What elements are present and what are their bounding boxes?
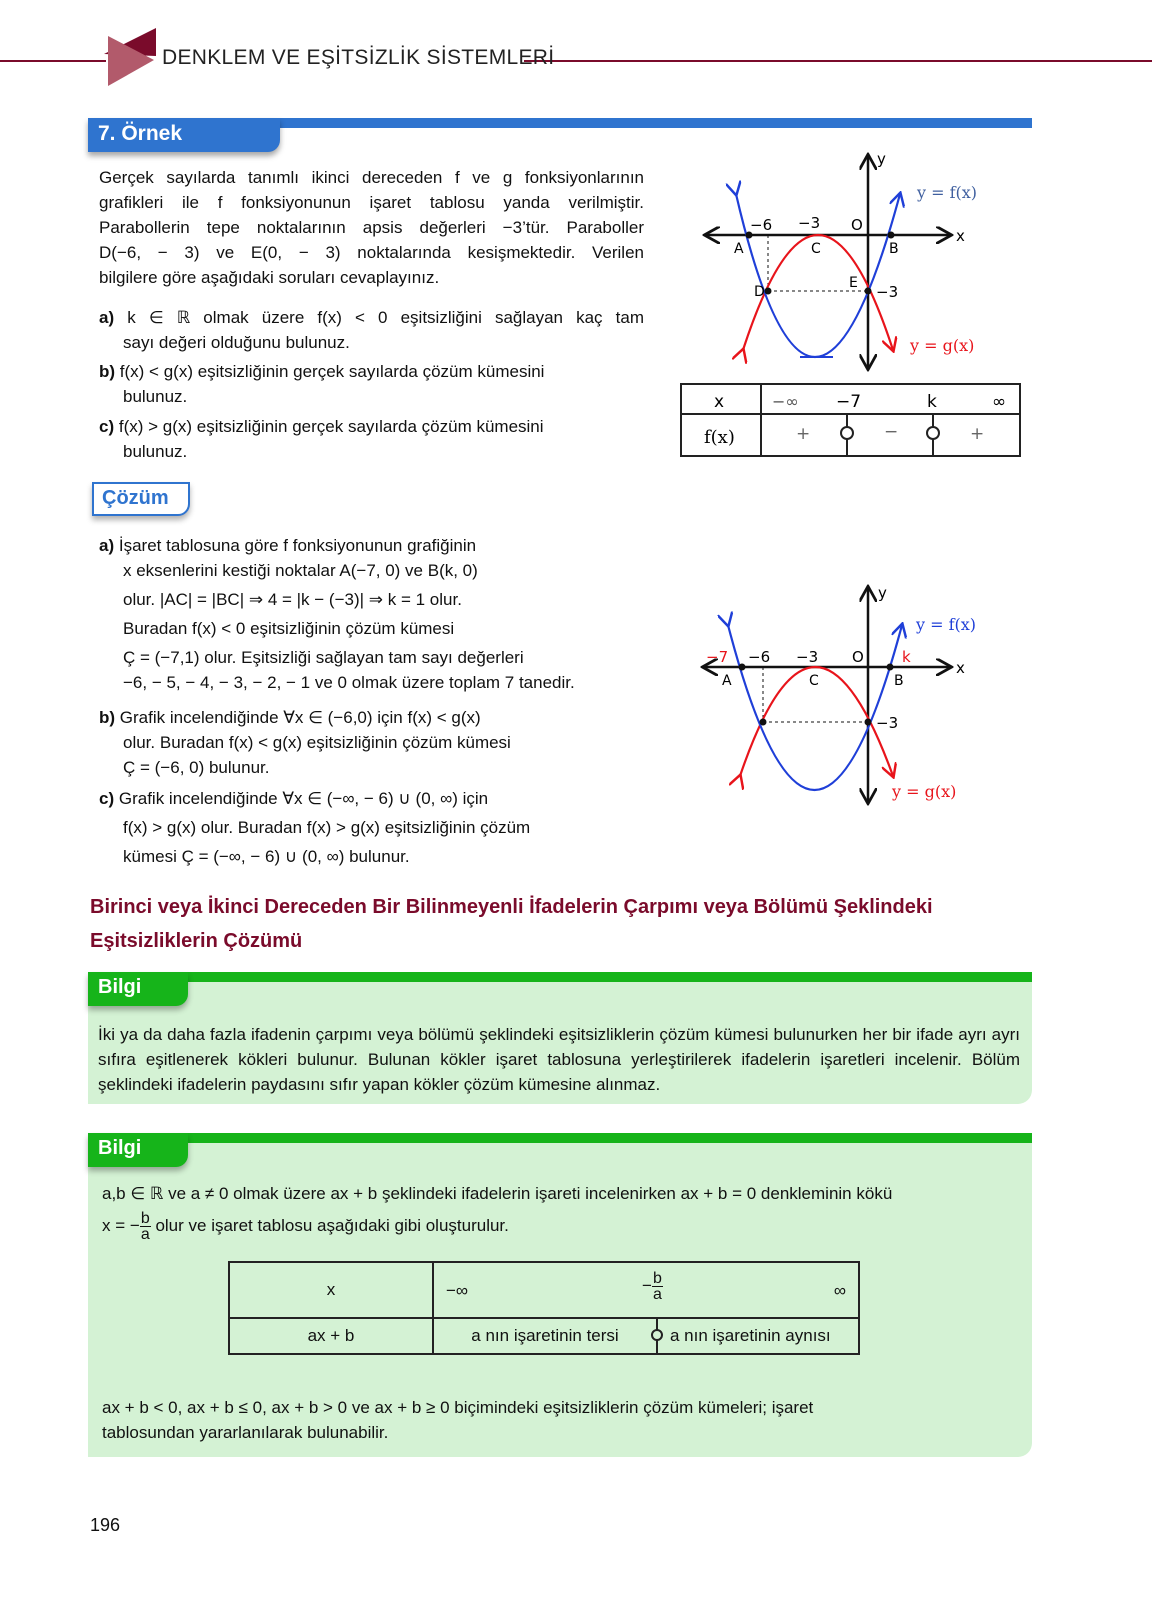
g-curve-label: y = g(x) [910, 336, 975, 355]
solution-text: x eksenlerini kestiği noktalar A(−7, 0) ve B(k, 0) [123, 561, 478, 580]
question-text: k ∈ ℝ olmak üzere f(x) < 0 eşitsizliğini sağlayan kaç tam [127, 308, 644, 327]
point-label-b: B [889, 241, 899, 257]
sign: + [796, 424, 811, 444]
header-rule-left [0, 60, 106, 62]
root-sign: − [642, 1275, 652, 1295]
root-numerator: b [652, 1270, 662, 1287]
example-label: 7. Örnek [88, 118, 280, 152]
tick-label-neg3: −3 [796, 648, 819, 666]
intro-line: D(−6, − 3) ve E(0, − 3) noktalarında kesişmektedir. Verilen [99, 243, 644, 262]
x-value: −7 [836, 392, 862, 412]
info-label: Bilgi [88, 1133, 188, 1167]
tick-label-neg6: −6 [750, 216, 773, 234]
table-signs [433, 1318, 859, 1354]
example-graph [680, 140, 1040, 380]
x-value: ∞ [992, 392, 1007, 412]
x-value: −∞ [772, 392, 799, 411]
question-text: f(x) < g(x) eşitsizliğinin gerçek sayılarda çözüm kümesini [119, 362, 545, 381]
point-d [765, 288, 772, 295]
info-footer-line: ax + b < 0, ax + b ≤ 0, ax + b > 0 ve ax + b ≥ 0 biçimindeki eşitsizliklerin çözüm kümeleri; işaret [102, 1398, 814, 1417]
solution-text: Grafik incelendiğinde ∀x ∈ (−∞, − 6) ∪ (0, ∞) için [118, 789, 489, 808]
question-c [99, 414, 644, 464]
x-axis-label: x [956, 659, 965, 677]
y-axis-label: y [877, 150, 886, 168]
sign-table-row2-label: f(x) [704, 427, 735, 448]
root-prefix: x = − [102, 1215, 140, 1235]
solution-text: İşaret tablosuna göre f fonksiyonunun grafiğinin [118, 536, 477, 555]
solution-text: olur. |AC| = |BC| ⇒ 4 = |k − (−3)| ⇒ k = 1 olur. [123, 590, 462, 609]
origin-label: O [852, 648, 864, 666]
tick-label-neg6: −6 [748, 648, 771, 666]
point-label-a: A [722, 673, 732, 689]
point-label-d: D [754, 284, 765, 300]
question-text: bulunuz. [123, 442, 188, 461]
neg-infinity: −∞ [446, 1281, 469, 1300]
point-e [865, 719, 872, 726]
f-curve-label: y = f(x) [917, 183, 978, 202]
table-x-values [433, 1262, 859, 1318]
root-fraction [140, 1211, 151, 1242]
x-axis-label: x [956, 227, 965, 245]
y-tick-label-neg3: −3 [876, 714, 899, 732]
point-label-b: B [894, 673, 904, 689]
point-d [760, 719, 767, 726]
fraction-numerator: b [140, 1210, 150, 1227]
point-a [739, 664, 746, 671]
solution-part-label: c) [99, 789, 115, 808]
sign: − [884, 422, 899, 442]
y-tick-label-neg3: −3 [876, 283, 899, 301]
fraction-denominator: a [140, 1226, 150, 1243]
point-label-c: C [809, 673, 819, 689]
intro-line: bilgilere göre aşağıdaki soruları cevaplayınız. [99, 268, 440, 287]
info-line-2 [102, 1211, 509, 1242]
intro-line: Parabollerin tepe noktalarının apsis değerleri −3’tür. Paraboller [99, 218, 644, 237]
solution-text: −6, − 5, − 4, − 3, − 2, − 1 ve 0 olmak üzere toplam 7 tanedir. [123, 673, 575, 692]
y-axis-label: y [878, 584, 887, 602]
root-divider [656, 1319, 658, 1353]
origin-label: O [851, 216, 863, 234]
f-curve-label: y = f(x) [916, 615, 977, 634]
solution-a [99, 533, 659, 695]
header-triangle-icon [104, 26, 160, 88]
left-sign: a nın işaretinin tersi [471, 1326, 619, 1345]
intro-line: grafikleri ile f fonksiyonunun işaret tablosu yanda verilmiştir. [99, 193, 644, 212]
sign: + [970, 424, 985, 444]
solution-label: Çözüm [92, 482, 190, 516]
root-value [642, 1271, 663, 1302]
root-marker [651, 1329, 663, 1341]
example-intro [99, 165, 644, 290]
table-row2-label: ax + b [229, 1318, 433, 1354]
info-line-2-text: olur ve işaret tablosu aşağıdaki gibi oluşturulur. [155, 1215, 509, 1235]
solution-graph [680, 580, 1040, 810]
section-title: Birinci veya İkinci Dereceden Bir Bilinmeyenli İfadelerin Çarpımı veya Bölümü Şeklindeki Eşitsizliklerin Çözümü [90, 896, 933, 952]
x-value: k [927, 392, 937, 412]
solution-text: kümesi Ç = (−∞, − 6) ∪ (0, ∞) bulunur. [123, 847, 410, 866]
question-label: b) [99, 362, 116, 381]
sign-table-row1-label: x [714, 392, 725, 412]
intro-line: Gerçek sayılarda tanımlı ikinci dereceden f ve g fonksiyonlarının [99, 168, 644, 187]
f-sign-table [680, 383, 1022, 459]
linear-sign-table [228, 1261, 860, 1355]
solution-text: Grafik incelendiğinde ∀x ∈ (−6,0) için f(x) < g(x) [119, 708, 481, 727]
chapter-title: DENKLEM VE EŞİTSİZLİK SİSTEMLERİ [162, 46, 555, 69]
point-b [888, 232, 895, 239]
solution-b [99, 705, 659, 780]
solution-text: Ç = (−6, 0) bulunur. [123, 758, 270, 777]
solution-part-label: b) [99, 708, 116, 727]
point-label-c: C [811, 241, 821, 257]
info-bar [88, 1133, 1032, 1143]
question-text: sayı değeri olduğunu bulunuz. [123, 333, 350, 352]
page-number: 196 [90, 1515, 121, 1535]
info-footer-line: tablosundan yararlanılarak bulunabilir. [102, 1423, 389, 1442]
info-footer [102, 1395, 813, 1445]
info-box-1 [88, 972, 1032, 1104]
solution-c [99, 786, 659, 869]
point-e [865, 288, 872, 295]
solution-part-label: a) [99, 536, 115, 555]
point-b [887, 664, 894, 671]
root-denominator: a [652, 1286, 662, 1303]
root-marker [927, 427, 939, 439]
info-line-1: a,b ∈ ℝ ve a ≠ 0 olmak üzere ax + b şeklindeki ifadelerin işareti incelenirken ax + b = 0 denkleminin kökü [102, 1184, 893, 1203]
info-text: İki ya da daha fazla ifadenin çarpımı veya bölümü şeklindeki eşitsizliklerin çözüm kümesi bulunurken her bir ifade ayrı ayrı sıfıra eşitlenerek kökleri bulunur. Bulunan kökler işaret tablosuna yerleştirilerek ifadelerin işaretleri incelenir. Bölüm şeklindeki ifadelerin paydasını sıfır yapan kökler çözüm kümesine alınmaz. [98, 1025, 1020, 1094]
solution-text: Buradan f(x) < 0 eşitsizliğinin çözüm kümesi [123, 619, 455, 638]
info-label: Bilgi [88, 972, 188, 1006]
pos-infinity: ∞ [833, 1281, 846, 1300]
question-text: bulunuz. [123, 387, 188, 406]
question-label: c) [99, 417, 115, 436]
root-marker [841, 427, 853, 439]
solution-text: f(x) > g(x) olur. Buradan f(x) > g(x) eşitsizliğinin çözüm [123, 818, 531, 837]
solution-text: Ç = (−7,1) olur. Eşitsizliği sağlayan tam sayı değerleri [123, 648, 524, 667]
table-row1-label: x [229, 1262, 433, 1318]
g-curve-label: y = g(x) [892, 782, 957, 801]
question-label: a) [99, 308, 115, 327]
info-bar [88, 972, 1032, 982]
solution-text: olur. Buradan f(x) < g(x) eşitsizliğinin çözüm kümesi [123, 733, 511, 752]
tick-label-neg7: −7 [706, 648, 729, 666]
right-sign: a nın işaretinin aynısı [670, 1326, 831, 1345]
tick-label-k: k [902, 648, 911, 666]
info-box-2 [88, 1133, 1032, 1457]
question-text: f(x) > g(x) eşitsizliğinin gerçek sayılarda çözüm kümesini [118, 417, 544, 436]
point-label-a: A [734, 241, 744, 257]
question-b [99, 359, 644, 409]
tick-label-neg3: −3 [798, 214, 821, 232]
header-rule-right [524, 60, 1152, 62]
question-a [99, 305, 644, 355]
point-label-e: E [849, 275, 858, 291]
